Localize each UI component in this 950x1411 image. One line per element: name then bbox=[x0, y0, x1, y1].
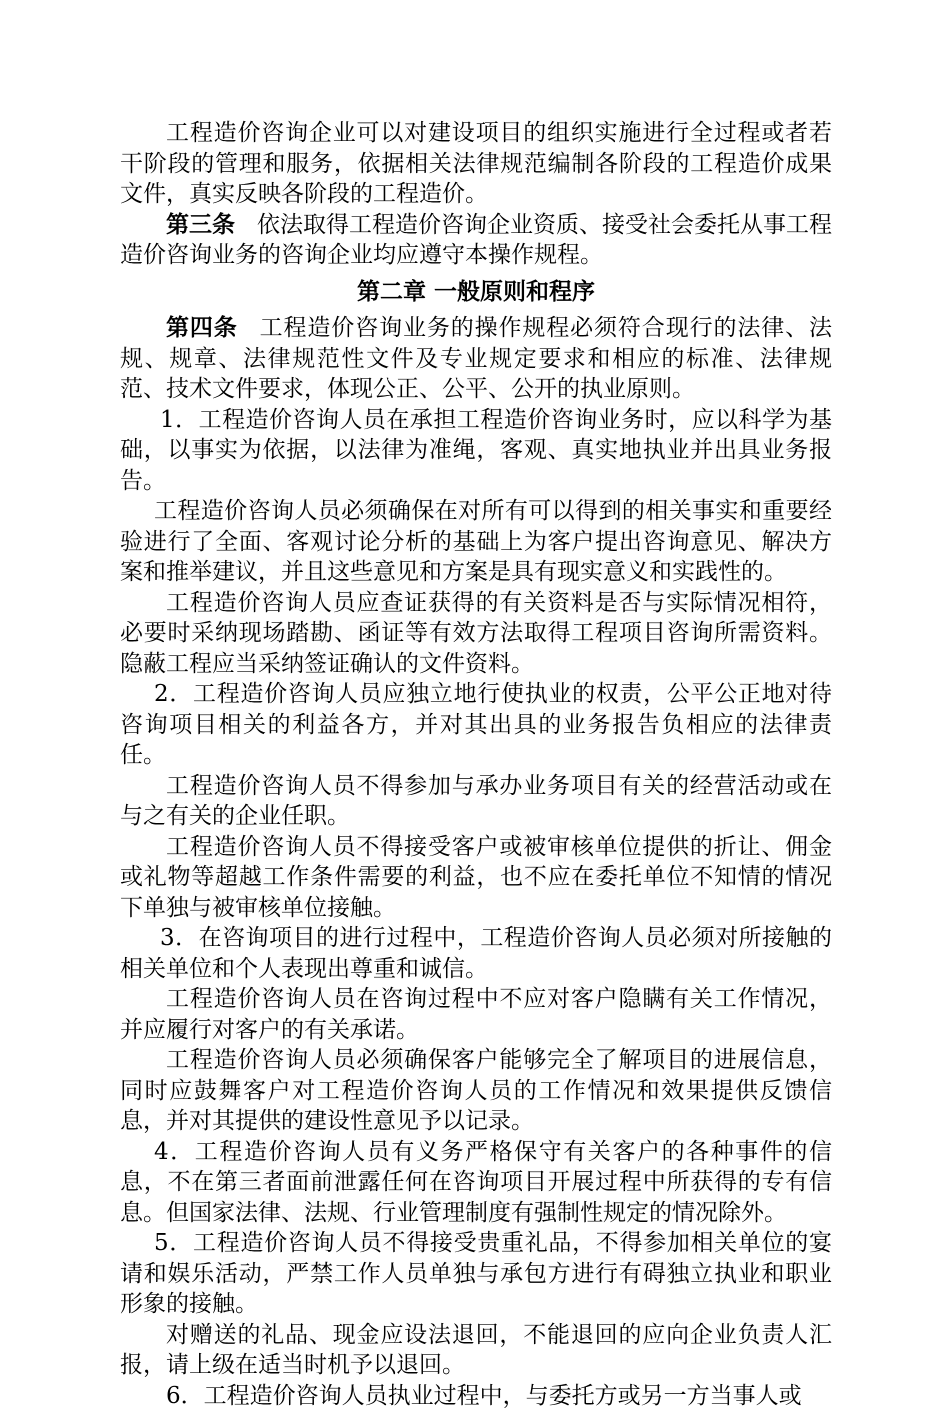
article-4-text: 工程造价咨询业务的操作规程必须符合现行的法律、法规、规章、法律规范性文件及专业规定要求和相应的标准、法律规范、技术文件要求，体现公正、公平、公开的执业原则。 bbox=[120, 315, 832, 402]
clause-2: 2．工程造价咨询人员应独立地行使执业的权责，公平公正地对待咨询项目相关的利益各方，并对其出具的业务报告负相应的法律责任。 bbox=[120, 679, 832, 771]
chapter-title: 第二章 一般原则和程序 bbox=[120, 277, 832, 308]
paragraph-intro: 工程造价咨询企业可以对建设项目的组织实施进行全过程或者若干阶段的管理和服务，依据相关法律规范编制各阶段的工程造价成果文件，真实反映各阶段的工程造价。 bbox=[120, 118, 832, 210]
clause-1: 1．工程造价咨询人员在承担工程造价咨询业务时，应以科学为基础，以事实为依据，以法律为准绳，客观、真实地执业并出具业务报告。 bbox=[120, 405, 832, 497]
article-3-text: 依法取得工程造价咨询企业资质、接受社会委托从事工程造价咨询业务的咨询企业均应遵守本操作规程。 bbox=[120, 212, 832, 269]
clause-5-para-2: 对赠送的礼品、现金应设法退回，不能退回的应向企业负责人汇报，请上级在适当时机予以退回。 bbox=[120, 1320, 832, 1381]
clause-3-para-3: 工程造价咨询人员必须确保客户能够完全了解项目的进展信息，同时应鼓舞客户对工程造价咨询人员的工作情况和效果提供反馈信息，并对其提供的建设性意见予以记录。 bbox=[120, 1045, 832, 1137]
document-page bbox=[120, 118, 832, 1411]
article-4 bbox=[120, 313, 832, 405]
article-3-label: 第三条 bbox=[166, 211, 235, 238]
clause-2-para-2: 工程造价咨询人员不得参加与承办业务项目有关的经营活动或在与之有关的企业任职。 bbox=[120, 771, 832, 832]
clause-1-para-3: 工程造价咨询人员应查证获得的有关资料是否与实际情况相符，必要时采纳现场踏勘、函证等有效方法取得工程项目咨询所需资料。隐蔽工程应当采纳签证确认的文件资料。 bbox=[120, 588, 832, 680]
clause-3-para-2: 工程造价咨询人员在咨询过程中不应对客户隐瞒有关工作情况，并应履行对客户的有关承诺。 bbox=[120, 984, 832, 1045]
article-4-label: 第四条 bbox=[166, 314, 238, 341]
clause-5: 5．工程造价咨询人员不得接受贵重礼品，不得参加相关单位的宴请和娱乐活动，严禁工作人员单独与承包方进行有碍独立执业和职业形象的接触。 bbox=[120, 1228, 832, 1320]
clause-4: 4．工程造价咨询人员有义务严格保守有关客户的各种事件的信息，不在第三者面前泄露任何在咨询项目开展过程中所获得的专有信息。但国家法律、法规、行业管理制度有强制性规定的情况除外。 bbox=[120, 1137, 832, 1229]
clause-6: 6．工程造价咨询人员执业过程中，与委托方或另一方当事人或 bbox=[120, 1381, 832, 1411]
clause-2-para-3: 工程造价咨询人员不得接受客户或被审核单位提供的折让、佣金或礼物等超越工作条件需要的利益，也不应在委托单位不知情的情况下单独与被审核单位接触。 bbox=[120, 832, 832, 924]
clause-3: 3．在咨询项目的进行过程中，工程造价咨询人员必须对所接触的相关单位和个人表现出尊重和诚信。 bbox=[120, 923, 832, 984]
article-3 bbox=[120, 210, 832, 271]
clause-1-para-2: 工程造价咨询人员必须确保在对所有可以得到的相关事实和重要经验进行了全面、客观讨论分析的基础上为客户提出咨询意见、解决方案和推举建议，并且这些意见和方案是具有现实意义和实践性的。 bbox=[120, 496, 832, 588]
